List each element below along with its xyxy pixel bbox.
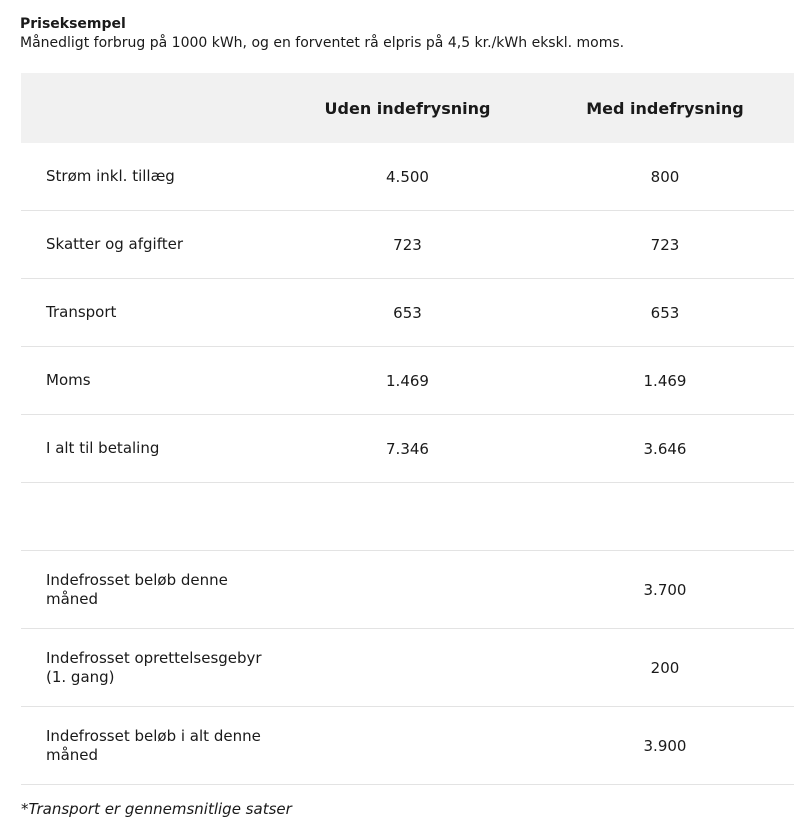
row-label: Transport xyxy=(46,303,117,321)
table-row xyxy=(21,143,794,211)
value-without-freeze: 7.346 xyxy=(386,439,429,458)
table-row-total xyxy=(21,415,794,483)
row-label: Moms xyxy=(46,371,91,389)
value-with-freeze: 653 xyxy=(650,303,680,322)
table-header-without-freeze: Uden indefrysning xyxy=(324,98,491,118)
row-label: Indefrosset beløb denne måned xyxy=(46,570,228,608)
page-title: Priseksempel xyxy=(20,16,126,32)
row-label: Indefrosset beløb i alt denne måned xyxy=(46,726,261,764)
value-with-freeze: 200 xyxy=(650,658,680,677)
page-subtitle: Månedligt forbrug på 1000 kWh, og en forventet rå elpris på 4,5 kr./kWh ekskl. moms. xyxy=(20,35,625,51)
table-header-row xyxy=(21,73,794,143)
price-table xyxy=(21,73,794,785)
value-without-freeze: 1.469 xyxy=(386,371,429,390)
row-label: Indefrosset oprettelsesgebyr (1. gang) xyxy=(46,648,262,686)
value-without-freeze: 653 xyxy=(393,303,422,322)
row-label: Skatter og afgifter xyxy=(46,235,183,253)
value-with-freeze: 1.469 xyxy=(643,371,687,390)
value-without-freeze: 723 xyxy=(393,235,422,254)
row-label: Strøm inkl. tillæg xyxy=(46,167,175,185)
price-example-header xyxy=(20,15,790,53)
footnote: *Transport er gennemsnitlige satser xyxy=(21,800,292,818)
table-row xyxy=(21,629,794,707)
value-with-freeze: 3.646 xyxy=(643,439,687,458)
table-row xyxy=(21,211,794,279)
value-without-freeze: 4.500 xyxy=(386,167,429,186)
value-with-freeze: 3.900 xyxy=(643,736,687,755)
table-row xyxy=(21,347,794,415)
value-with-freeze: 3.700 xyxy=(643,580,687,599)
table-row xyxy=(21,279,794,347)
value-with-freeze: 800 xyxy=(650,167,680,186)
row-label: I alt til betaling xyxy=(46,439,160,457)
value-with-freeze: 723 xyxy=(650,235,680,254)
table-row xyxy=(21,707,794,785)
table-spacer-row xyxy=(21,483,794,551)
table-row xyxy=(21,551,794,629)
table-header-with-freeze: Med indefrysning xyxy=(586,98,744,118)
